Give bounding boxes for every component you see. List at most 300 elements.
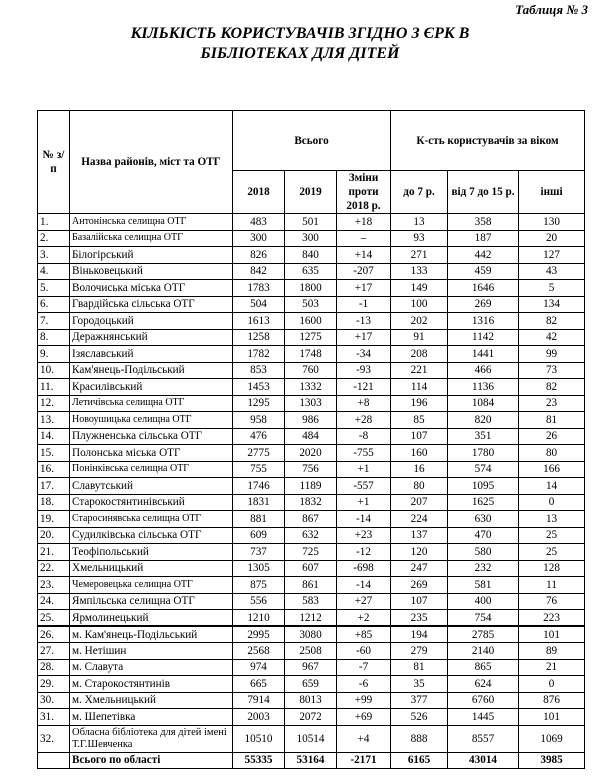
value-2018: 842 (233, 263, 285, 280)
value-other: 26 (519, 428, 585, 445)
value-under-7: 120 (391, 544, 448, 561)
value-7-15: 442 (448, 247, 519, 264)
table-row (38, 709, 585, 726)
value-other: 101 (519, 626, 585, 643)
row-number: 24. (38, 593, 70, 610)
row-number: 2. (38, 230, 70, 247)
table-row (38, 362, 585, 379)
row-name: Старокостянтинівський (70, 494, 233, 511)
value-other: 20 (519, 230, 585, 247)
row-name: м. Шепетівка (70, 709, 233, 726)
value-change: +18 (337, 214, 391, 231)
value-7-15: 470 (448, 527, 519, 544)
value-7-15: 624 (448, 676, 519, 693)
value-7-15: 8557 (448, 725, 519, 752)
value-7-15: 232 (448, 560, 519, 577)
row-number: 5. (38, 280, 70, 297)
table-row (38, 247, 585, 264)
table-row (38, 214, 585, 231)
value-2018: 300 (233, 230, 285, 247)
value-2019: 1800 (285, 280, 337, 297)
row-name: Антонінська селищна ОТГ (70, 214, 233, 231)
value-7-15: 1780 (448, 445, 519, 462)
header-change: Зміни проти 2018 р. (337, 171, 391, 214)
value-under-7: 107 (391, 593, 448, 610)
value-7-15: 1625 (448, 494, 519, 511)
value-2019: 659 (285, 676, 337, 693)
value-change: -7 (337, 659, 391, 676)
value-2018: 1453 (233, 379, 285, 396)
value-change: +17 (337, 329, 391, 346)
table-row (38, 725, 585, 752)
value-change: +69 (337, 709, 391, 726)
total-value-other: 3985 (519, 752, 585, 769)
value-change: -60 (337, 643, 391, 660)
value-2018: 1305 (233, 560, 285, 577)
value-other: 223 (519, 610, 585, 627)
value-7-15: 1084 (448, 395, 519, 412)
value-change: +1 (337, 461, 391, 478)
row-name: Судилківська сільська ОТГ (70, 527, 233, 544)
row-name: Ярмолинецький (70, 610, 233, 627)
value-change: -207 (337, 263, 391, 280)
value-2018: 1295 (233, 395, 285, 412)
table-row (38, 610, 585, 627)
row-name: Славутський (70, 478, 233, 495)
value-2018: 875 (233, 577, 285, 594)
value-under-7: 196 (391, 395, 448, 412)
row-name: Понінківська селищна ОТГ (70, 461, 233, 478)
value-under-7: 160 (391, 445, 448, 462)
value-2019: 501 (285, 214, 337, 231)
value-2018: 1746 (233, 478, 285, 495)
value-2018: 609 (233, 527, 285, 544)
value-7-15: 1316 (448, 313, 519, 330)
value-other: 42 (519, 329, 585, 346)
value-2019: 503 (285, 296, 337, 313)
value-7-15: 358 (448, 214, 519, 231)
value-2019: 967 (285, 659, 337, 676)
value-change: -8 (337, 428, 391, 445)
value-under-7: 93 (391, 230, 448, 247)
title-line-1: КІЛЬКІСТЬ КОРИСТУВАЧІВ ЗГІДНО З ЄРК В (130, 25, 470, 42)
value-7-15: 269 (448, 296, 519, 313)
value-7-15: 1441 (448, 346, 519, 363)
value-2019: 760 (285, 362, 337, 379)
value-2019: 583 (285, 593, 337, 610)
value-2018: 665 (233, 676, 285, 693)
value-2019: 1600 (285, 313, 337, 330)
value-2018: 483 (233, 214, 285, 231)
table-row (38, 643, 585, 660)
value-other: 81 (519, 412, 585, 429)
value-change: +2 (337, 610, 391, 627)
header-7-15: від 7 до 15 р. (448, 171, 519, 214)
header-2019: 2019 (285, 171, 337, 214)
value-7-15: 351 (448, 428, 519, 445)
value-other: 5 (519, 280, 585, 297)
row-number: 4. (38, 263, 70, 280)
value-other: 43 (519, 263, 585, 280)
value-under-7: 114 (391, 379, 448, 396)
row-name: Ізяславський (70, 346, 233, 363)
row-number: 22. (38, 560, 70, 577)
value-under-7: 133 (391, 263, 448, 280)
row-name: Обласна бібліотека для дітей імені Т.Г.Шевченка (70, 725, 233, 752)
value-change: -14 (337, 511, 391, 528)
header-name: Назва районів, міст та ОТГ (70, 111, 233, 214)
total-row-name: Всього по області (70, 752, 233, 769)
total-number-cell (38, 752, 70, 769)
table-row (38, 296, 585, 313)
value-change: +23 (337, 527, 391, 544)
value-other: 14 (519, 478, 585, 495)
value-change: -93 (337, 362, 391, 379)
row-name: Новоушицька селищна ОТГ (70, 412, 233, 429)
row-number: 16. (38, 461, 70, 478)
row-name: Плужненська сільська ОТГ (70, 428, 233, 445)
users-table (37, 110, 585, 769)
value-2018: 826 (233, 247, 285, 264)
table-row (38, 395, 585, 412)
table-row (38, 626, 585, 643)
table-row (38, 494, 585, 511)
value-2019: 725 (285, 544, 337, 561)
value-7-15: 754 (448, 610, 519, 627)
value-change: +99 (337, 692, 391, 709)
value-under-7: 888 (391, 725, 448, 752)
header-number: № з/п (38, 111, 70, 214)
value-7-15: 187 (448, 230, 519, 247)
value-7-15: 6760 (448, 692, 519, 709)
value-2019: 1189 (285, 478, 337, 495)
value-2019: 867 (285, 511, 337, 528)
value-2018: 1831 (233, 494, 285, 511)
value-other: 25 (519, 527, 585, 544)
value-2019: 607 (285, 560, 337, 577)
value-change: +14 (337, 247, 391, 264)
value-2018: 476 (233, 428, 285, 445)
value-2018: 556 (233, 593, 285, 610)
row-number: 26. (38, 626, 70, 643)
value-under-7: 526 (391, 709, 448, 726)
value-2019: 300 (285, 230, 337, 247)
row-name: Старосинявська селищна ОТГ (70, 511, 233, 528)
value-other: 127 (519, 247, 585, 264)
value-change: +8 (337, 395, 391, 412)
row-number: 32. (38, 725, 70, 752)
title-line-2: БІБЛІОТЕКАХ ДЛЯ ДІТЕЙ (200, 45, 400, 62)
row-number: 21. (38, 544, 70, 561)
total-value-2019: 53164 (285, 752, 337, 769)
table-row (38, 527, 585, 544)
table-number-label: Таблиця № 3 (515, 2, 588, 17)
value-other: 21 (519, 659, 585, 676)
value-2019: 3080 (285, 626, 337, 643)
table-row (38, 346, 585, 363)
table-row (38, 280, 585, 297)
row-name: Хмельницький (70, 560, 233, 577)
value-2019: 840 (285, 247, 337, 264)
row-name: Волочиська міська ОТГ (70, 280, 233, 297)
value-2019: 2072 (285, 709, 337, 726)
value-2019: 10514 (285, 725, 337, 752)
value-7-15: 400 (448, 593, 519, 610)
value-change: +1 (337, 494, 391, 511)
value-change: -557 (337, 478, 391, 495)
row-name: Гвардійська сільська ОТГ (70, 296, 233, 313)
value-under-7: 279 (391, 643, 448, 660)
value-2018: 10510 (233, 725, 285, 752)
row-number: 14. (38, 428, 70, 445)
value-change: -755 (337, 445, 391, 462)
value-under-7: 208 (391, 346, 448, 363)
row-number: 11. (38, 379, 70, 396)
value-2019: 1303 (285, 395, 337, 412)
total-value-7-15: 43014 (448, 752, 519, 769)
value-under-7: 13 (391, 214, 448, 231)
value-2018: 2568 (233, 643, 285, 660)
row-name: Ямпільська селищна ОТГ (70, 593, 233, 610)
total-value-2018: 55335 (233, 752, 285, 769)
header-other: інші (519, 171, 585, 214)
row-name: м. Славута (70, 659, 233, 676)
value-under-7: 271 (391, 247, 448, 264)
value-under-7: 149 (391, 280, 448, 297)
row-number: 6. (38, 296, 70, 313)
header-by-age: К-сть користувачів за віком (391, 111, 585, 171)
value-under-7: 80 (391, 478, 448, 495)
value-2019: 1212 (285, 610, 337, 627)
value-change: -121 (337, 379, 391, 396)
row-number: 25. (38, 610, 70, 627)
value-2019: 986 (285, 412, 337, 429)
row-number: 8. (38, 329, 70, 346)
row-name: Полонська міська ОТГ (70, 445, 233, 462)
row-number: 19. (38, 511, 70, 528)
value-under-7: 16 (391, 461, 448, 478)
value-7-15: 1445 (448, 709, 519, 726)
value-under-7: 85 (391, 412, 448, 429)
value-7-15: 1136 (448, 379, 519, 396)
total-value-under-7: 6165 (391, 752, 448, 769)
table-row (38, 412, 585, 429)
value-2019: 635 (285, 263, 337, 280)
value-2019: 861 (285, 577, 337, 594)
table-row (38, 659, 585, 676)
row-number: 1. (38, 214, 70, 231)
value-change: -13 (337, 313, 391, 330)
value-2019: 632 (285, 527, 337, 544)
table-row (38, 692, 585, 709)
value-under-7: 81 (391, 659, 448, 676)
value-other: 89 (519, 643, 585, 660)
value-under-7: 377 (391, 692, 448, 709)
table-row (38, 511, 585, 528)
value-other: 13 (519, 511, 585, 528)
value-other: 25 (519, 544, 585, 561)
value-2018: 1782 (233, 346, 285, 363)
row-name: м. Старокостянтинів (70, 676, 233, 693)
row-number: 20. (38, 527, 70, 544)
value-other: 82 (519, 379, 585, 396)
total-value-change: -2171 (337, 752, 391, 769)
value-2018: 2003 (233, 709, 285, 726)
table-row (38, 478, 585, 495)
value-under-7: 207 (391, 494, 448, 511)
value-7-15: 630 (448, 511, 519, 528)
value-2018: 881 (233, 511, 285, 528)
row-number: 13. (38, 412, 70, 429)
table-row (38, 379, 585, 396)
row-name: Деражнянський (70, 329, 233, 346)
table-header (38, 111, 585, 214)
value-2019: 1748 (285, 346, 337, 363)
value-2018: 504 (233, 296, 285, 313)
value-other: 82 (519, 313, 585, 330)
value-under-7: 35 (391, 676, 448, 693)
value-other: 128 (519, 560, 585, 577)
value-change: -34 (337, 346, 391, 363)
value-under-7: 107 (391, 428, 448, 445)
header-total: Всього (233, 111, 391, 171)
value-2018: 2995 (233, 626, 285, 643)
value-under-7: 194 (391, 626, 448, 643)
value-2019: 2508 (285, 643, 337, 660)
value-7-15: 2140 (448, 643, 519, 660)
value-other: 99 (519, 346, 585, 363)
value-other: 166 (519, 461, 585, 478)
table-row (38, 544, 585, 561)
row-number: 3. (38, 247, 70, 264)
value-2018: 2775 (233, 445, 285, 462)
row-number: 23. (38, 577, 70, 594)
value-change: +17 (337, 280, 391, 297)
table-row (38, 329, 585, 346)
value-other: 73 (519, 362, 585, 379)
value-other: 101 (519, 709, 585, 726)
value-change: +85 (337, 626, 391, 643)
value-2019: 1832 (285, 494, 337, 511)
value-2019: 484 (285, 428, 337, 445)
row-name: м. Хмельницький (70, 692, 233, 709)
header-2018: 2018 (233, 171, 285, 214)
value-change: -698 (337, 560, 391, 577)
value-7-15: 466 (448, 362, 519, 379)
row-name: Красилівський (70, 379, 233, 396)
row-name: Базалійська селищна ОТГ (70, 230, 233, 247)
table-row (38, 593, 585, 610)
value-2019: 1332 (285, 379, 337, 396)
table-body (38, 214, 585, 769)
value-change: -6 (337, 676, 391, 693)
value-other: 23 (519, 395, 585, 412)
row-number: 30. (38, 692, 70, 709)
table-row (38, 577, 585, 594)
value-under-7: 137 (391, 527, 448, 544)
row-number: 7. (38, 313, 70, 330)
value-7-15: 574 (448, 461, 519, 478)
table-row (38, 428, 585, 445)
value-other: 876 (519, 692, 585, 709)
table-row (38, 560, 585, 577)
row-name: Кам'янець-Подільський (70, 362, 233, 379)
table-row (38, 461, 585, 478)
header-under-7: до 7 р. (391, 171, 448, 214)
value-under-7: 100 (391, 296, 448, 313)
value-under-7: 202 (391, 313, 448, 330)
value-2018: 958 (233, 412, 285, 429)
table-row (38, 445, 585, 462)
value-change: +28 (337, 412, 391, 429)
table-row (38, 263, 585, 280)
value-7-15: 1142 (448, 329, 519, 346)
value-other: 130 (519, 214, 585, 231)
row-name: Чемеровецька селищна ОТГ (70, 577, 233, 594)
row-name: Городоцький (70, 313, 233, 330)
value-7-15: 1095 (448, 478, 519, 495)
value-under-7: 221 (391, 362, 448, 379)
value-under-7: 235 (391, 610, 448, 627)
value-under-7: 91 (391, 329, 448, 346)
value-2018: 1210 (233, 610, 285, 627)
row-number: 10. (38, 362, 70, 379)
row-number: 28. (38, 659, 70, 676)
row-name: Білогірський (70, 247, 233, 264)
value-2018: 1783 (233, 280, 285, 297)
value-change: +27 (337, 593, 391, 610)
value-7-15: 865 (448, 659, 519, 676)
value-2018: 737 (233, 544, 285, 561)
value-other: 76 (519, 593, 585, 610)
row-number: 27. (38, 643, 70, 660)
value-7-15: 580 (448, 544, 519, 561)
value-7-15: 459 (448, 263, 519, 280)
row-name: Теофіпольський (70, 544, 233, 561)
value-under-7: 269 (391, 577, 448, 594)
row-name: м. Кам'янець-Подільський (70, 626, 233, 643)
value-7-15: 581 (448, 577, 519, 594)
value-2018: 7914 (233, 692, 285, 709)
value-change: -12 (337, 544, 391, 561)
table-row (38, 313, 585, 330)
value-2018: 853 (233, 362, 285, 379)
row-number: 17. (38, 478, 70, 495)
value-7-15: 820 (448, 412, 519, 429)
value-change: +4 (337, 725, 391, 752)
value-under-7: 247 (391, 560, 448, 577)
value-2019: 2020 (285, 445, 337, 462)
value-under-7: 224 (391, 511, 448, 528)
value-other: 134 (519, 296, 585, 313)
value-other: 1069 (519, 725, 585, 752)
value-other: 0 (519, 676, 585, 693)
row-number: 18. (38, 494, 70, 511)
row-name: Віньковецький (70, 263, 233, 280)
value-2018: 974 (233, 659, 285, 676)
value-other: 80 (519, 445, 585, 462)
value-other: 0 (519, 494, 585, 511)
row-number: 12. (38, 395, 70, 412)
total-row (38, 752, 585, 769)
value-2018: 1613 (233, 313, 285, 330)
value-change: – (337, 230, 391, 247)
value-2018: 1258 (233, 329, 285, 346)
value-2019: 8013 (285, 692, 337, 709)
table-row (38, 676, 585, 693)
value-7-15: 1646 (448, 280, 519, 297)
value-2018: 755 (233, 461, 285, 478)
